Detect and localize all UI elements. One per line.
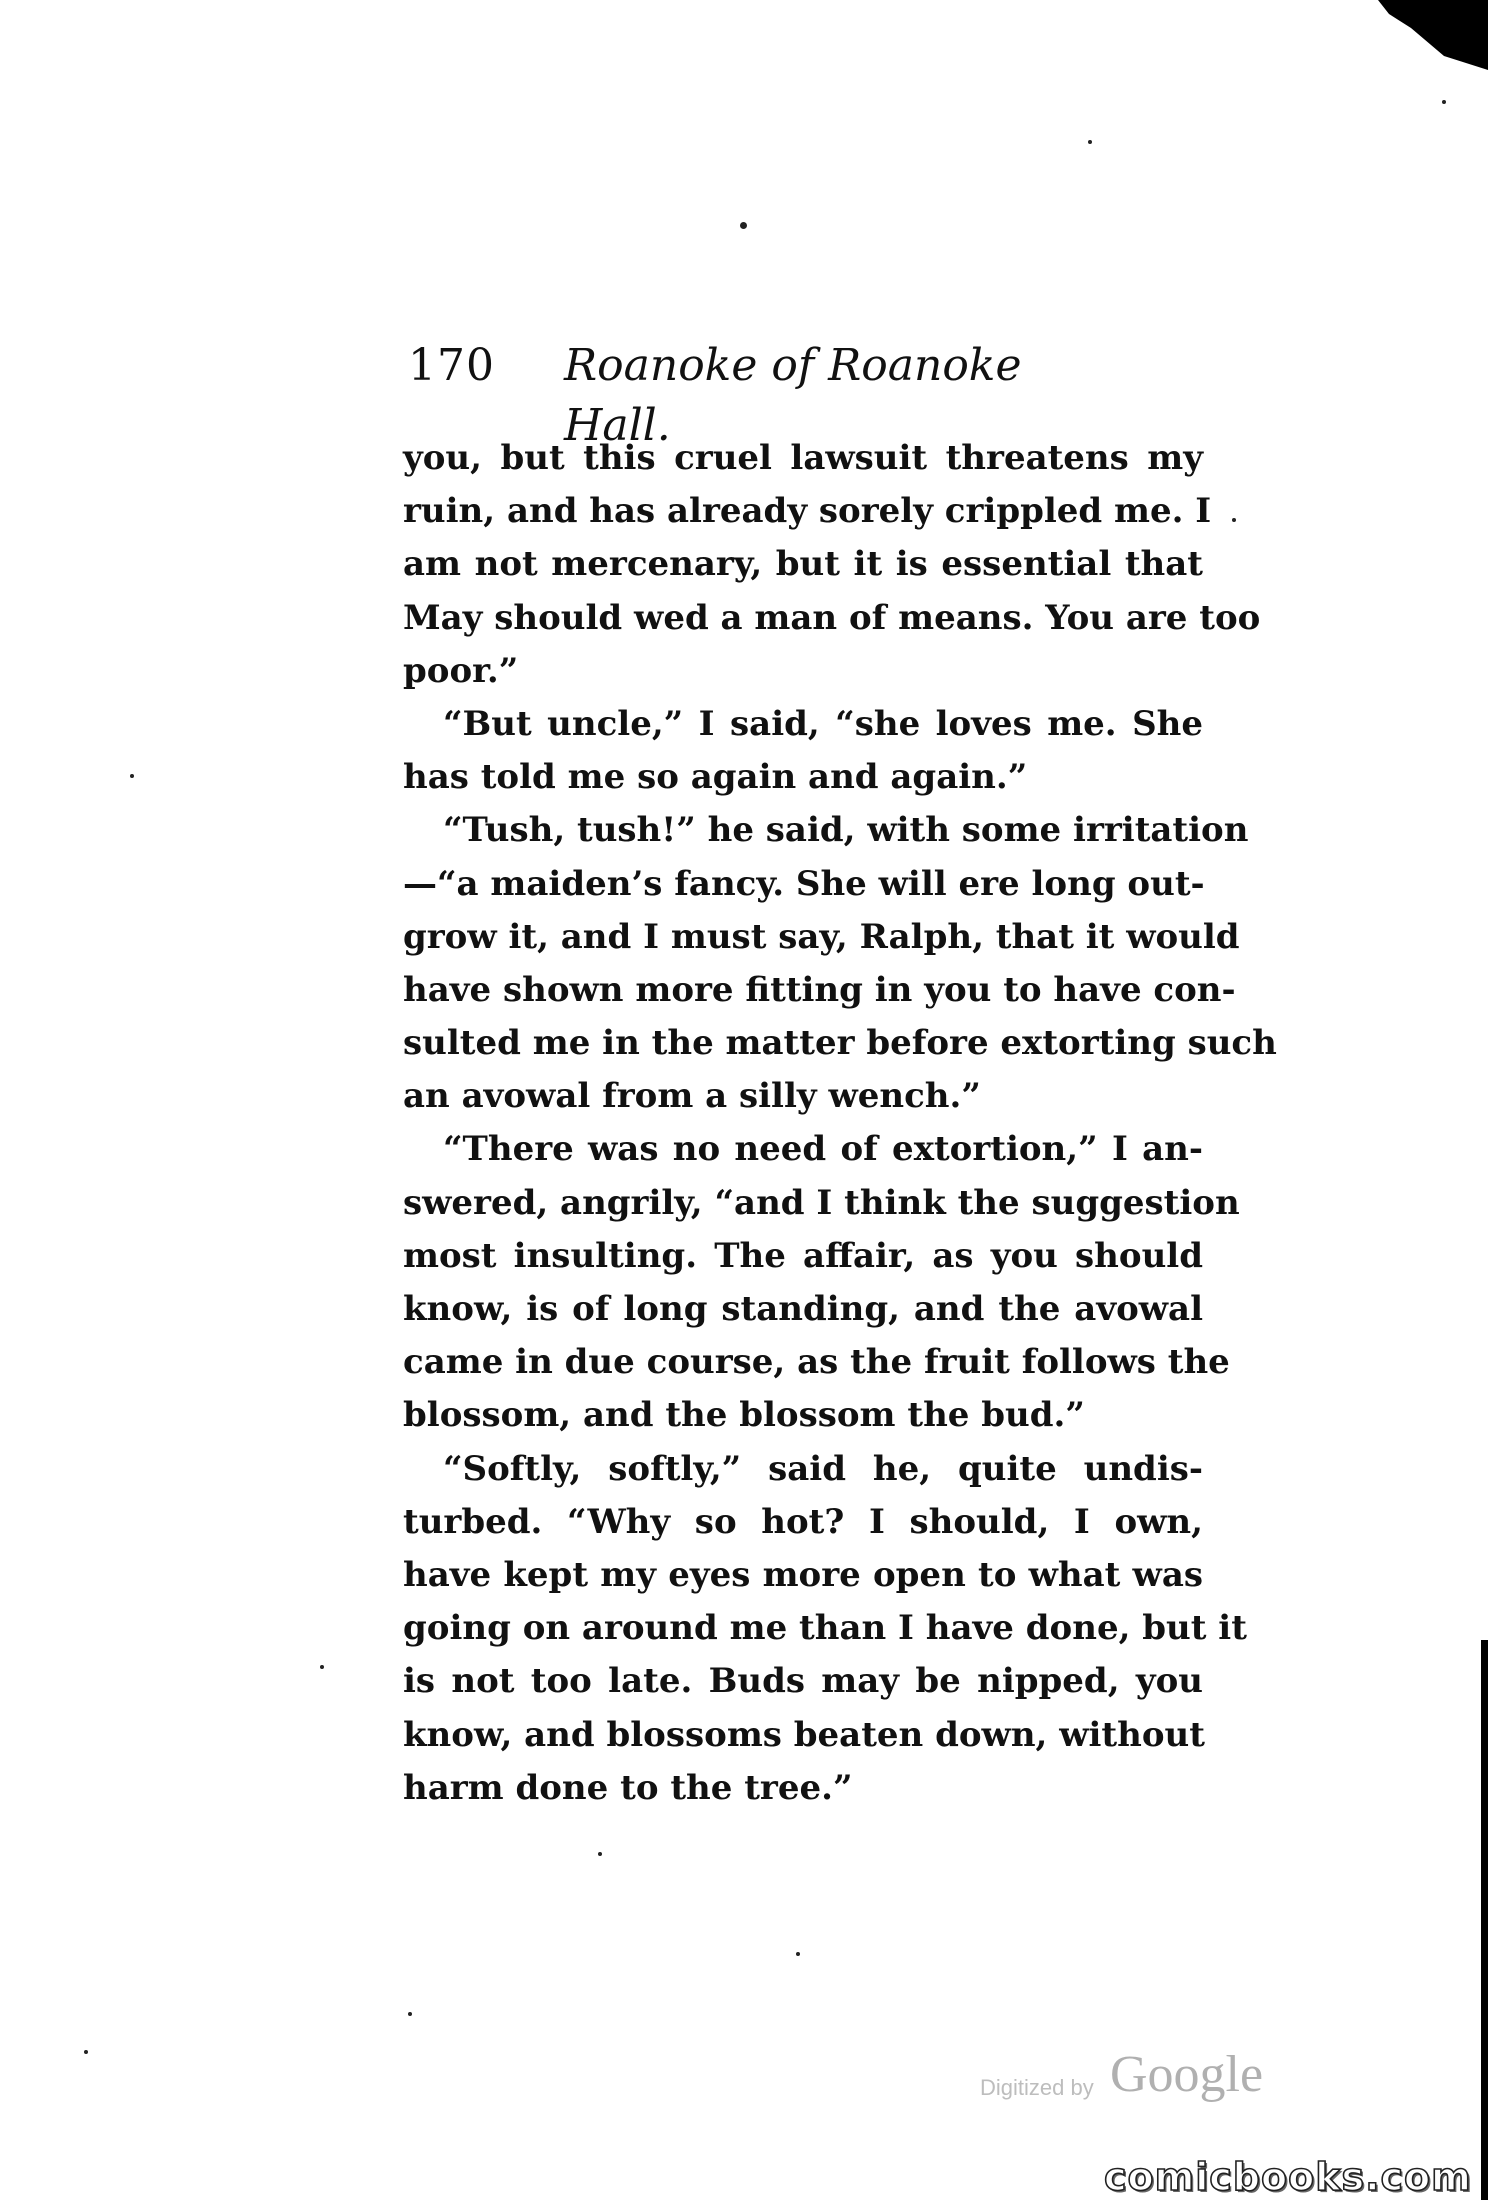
digitized-by-mark	[980, 2045, 1300, 2105]
scan-edge-shadow-top	[1378, 0, 1488, 70]
text-line: poor.”	[403, 650, 519, 691]
text-line: “But uncle,” I said, “she loves me. She	[443, 703, 1203, 744]
page-header	[408, 336, 1108, 451]
running-title: Roanoke of Roanoke Hall.	[564, 340, 1022, 451]
text-line: grow it, and I must say, Ralph, that it would	[403, 916, 1240, 957]
text-line: swered, angrily, “and I think the suggestion	[403, 1182, 1240, 1223]
scan-speck	[130, 774, 134, 778]
text-line: know, and blossoms beaten down, without	[403, 1714, 1205, 1755]
text-line: “There was no need of extortion,” I an-	[443, 1129, 1203, 1170]
text-line: sulted me in the matter before extorting such	[403, 1023, 1277, 1064]
scan-speck	[408, 2012, 412, 2016]
watermark: comicbooks.com	[1104, 2155, 1472, 2199]
scan-speck	[1232, 518, 1236, 522]
page-number: 170	[408, 340, 495, 391]
text-line: has told me so again and again.”	[403, 757, 1028, 798]
body-text	[403, 432, 1277, 1815]
digitized-by-label: Digitized by	[980, 2075, 1094, 2100]
text-line: ruin, and has already sorely crippled me. I	[403, 491, 1212, 532]
text-line: going on around me than I have done, but it	[403, 1608, 1247, 1649]
scan-speck	[84, 2050, 88, 2054]
text-line: turbed. “Why so hot? I should, I own,	[403, 1501, 1203, 1542]
text-line: blossom, and the blossom the bud.”	[403, 1395, 1085, 1436]
scan-speck	[796, 1952, 800, 1956]
text-line: is not too late. Buds may be nipped, you	[403, 1661, 1203, 1702]
text-line: came in due course, as the fruit follows the	[403, 1342, 1230, 1383]
text-line: am not mercenary, but it is essential that	[403, 544, 1203, 585]
scan-speck	[1442, 100, 1446, 104]
text-line: “Tush, tush!” he said, with some irritation	[443, 810, 1249, 851]
text-line: harm done to the tree.”	[403, 1767, 853, 1808]
text-line: “Softly, softly,” said he, quite undis-	[443, 1448, 1203, 1489]
text-line: most insulting. The affair, as you should	[403, 1235, 1203, 1276]
scan-edge-shadow-right	[1481, 1640, 1488, 2200]
text-line: have kept my eyes more open to what was	[403, 1554, 1203, 1595]
text-line: May should wed a man of means. You are too	[403, 597, 1261, 638]
google-logo: Google	[1110, 2046, 1264, 2103]
text-line: have shown more fitting in you to have con-	[403, 969, 1236, 1010]
scan-speck	[320, 1665, 324, 1669]
text-line: an avowal from a silly wench.”	[403, 1076, 981, 1117]
scan-speck	[1088, 140, 1092, 144]
scan-speck	[740, 222, 747, 229]
text-line: —“a maiden’s fancy. She will ere long out-	[403, 863, 1205, 904]
text-line: know, is of long standing, and the avowal	[403, 1289, 1203, 1329]
text-line: you, but this cruel lawsuit threatens my	[403, 438, 1203, 478]
scan-speck	[598, 1852, 602, 1856]
